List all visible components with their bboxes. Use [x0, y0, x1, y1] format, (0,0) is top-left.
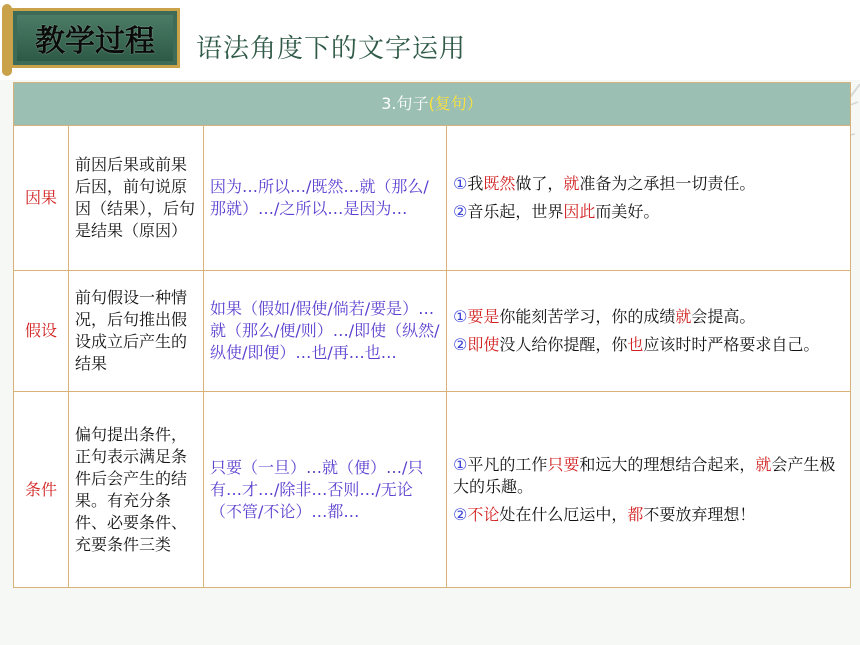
pattern-cell: 如果（假如/假使/倘若/要是）…就（那么/便/则）…/即使（纵然/纵使/即便）…也/再…也…	[204, 271, 447, 392]
title-box	[10, 8, 180, 68]
pattern-cell: 只要（一旦）…就（便）…/只有…才…/除非…否则…/无论（不管/不论）…都…	[204, 392, 447, 588]
example-cell	[447, 392, 851, 588]
example-sentence: ①我既然做了，就准备为之承担一切责任。	[453, 174, 756, 193]
description-cell: 前因后果或前果后因，前句说原因（结果），后句是结果（原因）	[69, 126, 204, 271]
example-cell	[447, 126, 851, 271]
category-cell: 条件	[14, 392, 69, 588]
example-sentence: ②不论处在什么厄运中，都不要放弃理想！	[453, 504, 756, 524]
table-header-row	[14, 83, 851, 126]
example-sentence: ①平凡的工作只要和远大的理想结合起来，就会产生极大的乐趣。	[453, 454, 836, 496]
page-subtitle: 语法角度下的文字运用	[196, 34, 467, 64]
category-cell: 假设	[14, 271, 69, 392]
table-header-text: 3.句子	[381, 94, 429, 113]
table-header-highlight: (复句）	[428, 94, 483, 113]
example-cell	[447, 271, 851, 392]
pattern-cell: 因为…所以…/既然…就（那么/那就）…/之所以…是因为…	[204, 126, 447, 271]
description-cell: 前句假设一种情况，后句推出假设成立后产生的结果	[69, 271, 204, 392]
table-header-cell	[14, 83, 851, 126]
example-sentence: ②音乐起，世界因此而美好。	[453, 202, 660, 221]
table-row	[14, 271, 851, 392]
description-cell: 偏句提出条件，正句表示满足条件后会产生的结果。有充分条件、必要条件、充要条件三类	[69, 392, 204, 588]
table-row	[14, 392, 851, 588]
grammar-table	[13, 82, 851, 588]
table-row	[14, 126, 851, 271]
page-title: 教学过程	[35, 24, 155, 59]
example-sentence: ②即使没人给你提醒，你也应该时时严格要求自己。	[453, 335, 820, 354]
example-sentence: ①要是你能刻苦学习，你的成绩就会提高。	[453, 307, 756, 326]
category-cell: 因果	[14, 126, 69, 271]
